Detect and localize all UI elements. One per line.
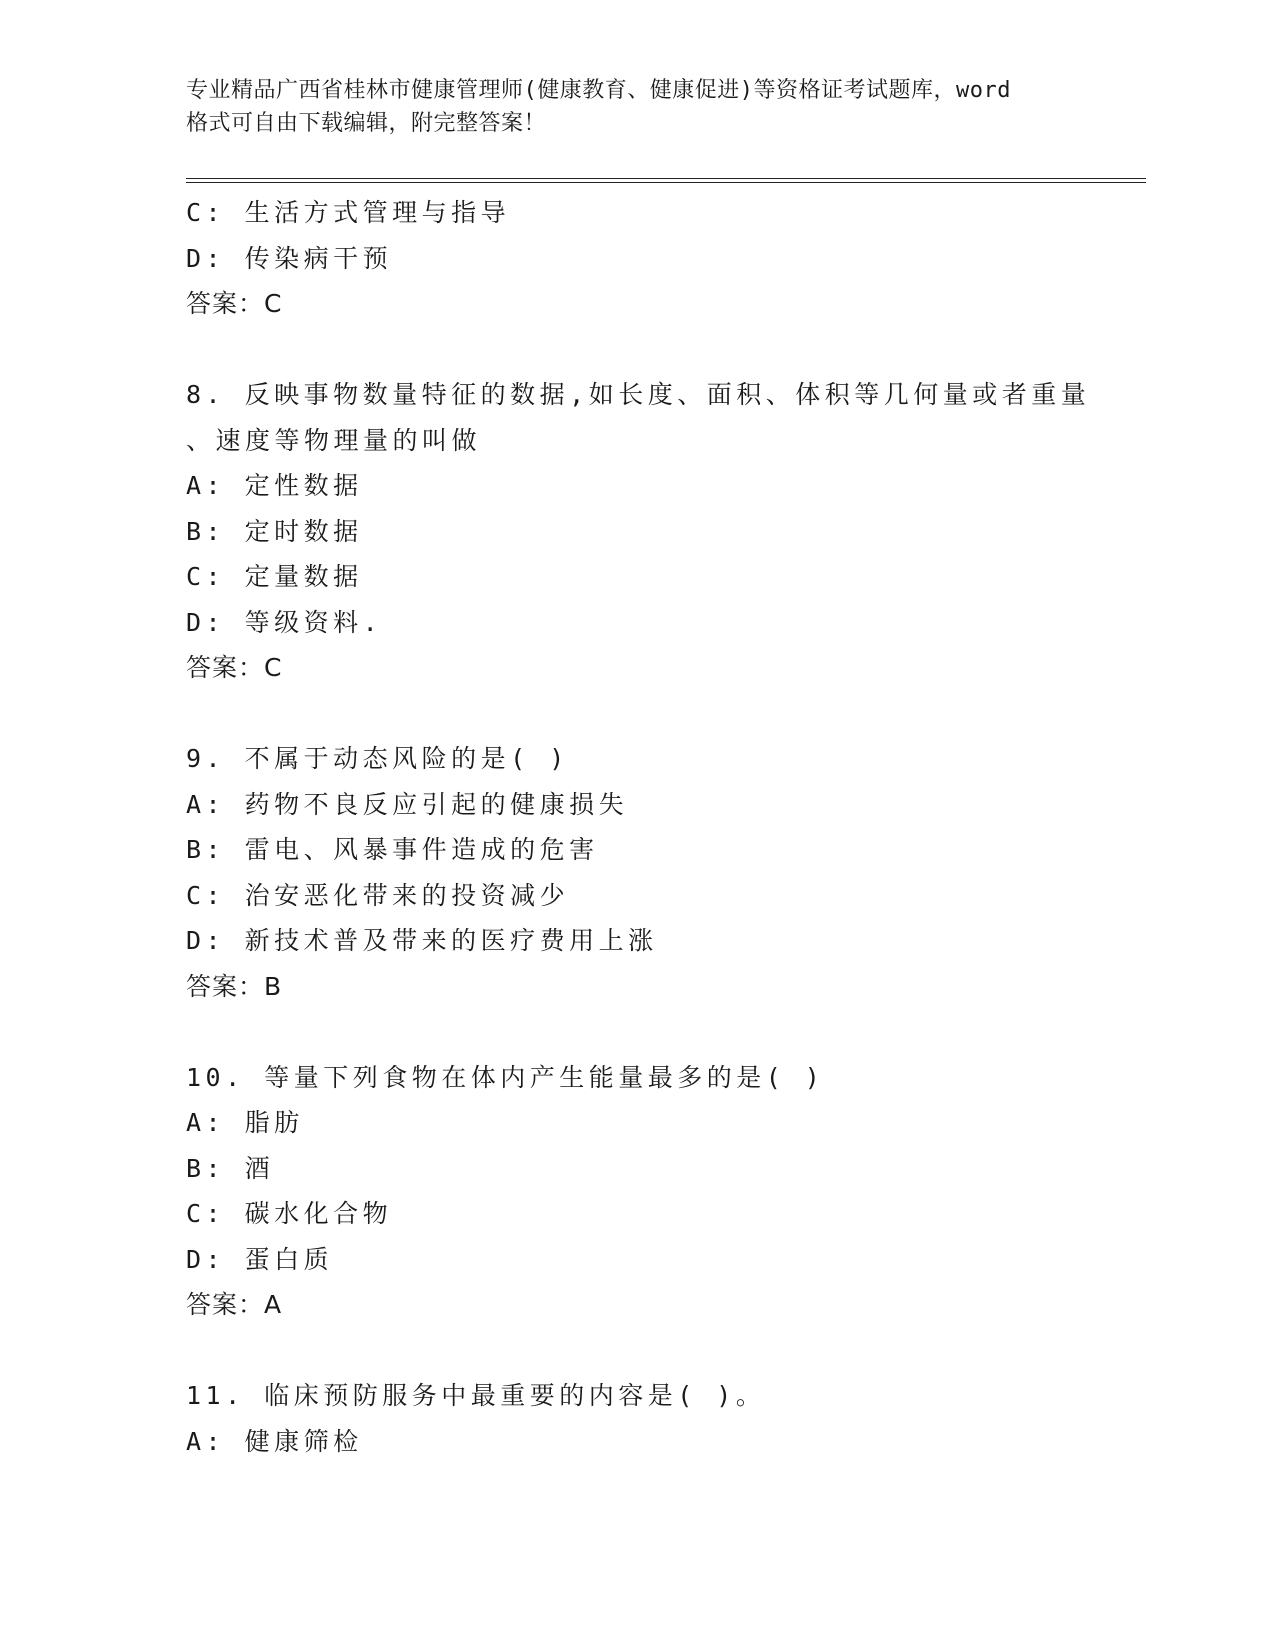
option-c: C: 定量数据 — [186, 562, 363, 591]
question-stem: 8. 反映事物数量特征的数据,如长度、面积、体积等几何量或者重量 — [186, 380, 1091, 409]
header-line-2: 格式可自由下载编辑，附完整答案！ — [186, 111, 547, 136]
option-d: D: 等级资料. — [186, 607, 383, 637]
option-b: B: 定时数据 — [186, 516, 363, 546]
option-b: B: 酒 — [186, 1153, 275, 1183]
option-a: A: 脂肪 — [186, 1108, 304, 1137]
answer: 答案：B — [186, 971, 283, 1001]
question-list — [186, 190, 1091, 1464]
document-header — [186, 74, 1086, 140]
option-d: D: 蛋白质 — [186, 1244, 334, 1274]
option-b: B: 雷电、风暴事件造成的危害 — [186, 835, 599, 864]
question-stem-continued: 、速度等物理量的叫做 — [186, 425, 482, 455]
option-a: A: 定性数据 — [186, 471, 363, 500]
option-a: A: 药物不良反应引起的健康损失 — [186, 789, 629, 819]
answer: 答案：C — [186, 289, 283, 318]
header-divider-bottom — [186, 182, 1146, 183]
question-9 — [186, 736, 1086, 1009]
question-7 — [186, 190, 1086, 327]
question-stem: 10. 等量下列食物在体内产生能量最多的是( ) — [186, 1062, 825, 1092]
option-a: A: 健康筛检 — [186, 1426, 363, 1456]
header-line-1: 专业精品广西省桂林市健康管理师(健康教育、健康促进)等资格证考试题库，word — [186, 78, 1011, 103]
answer: 答案：A — [186, 1290, 283, 1319]
question-stem: 11. 临床预防服务中最重要的内容是( )。 — [186, 1381, 766, 1410]
option-c: C: 生活方式管理与指导 — [186, 198, 511, 227]
question-11 — [186, 1373, 1086, 1464]
question-8 — [186, 372, 1091, 691]
option-d: D: 传染病干预 — [186, 243, 393, 273]
option-c: C: 治安恶化带来的投资减少 — [186, 880, 570, 910]
option-c: C: 碳水化合物 — [186, 1199, 393, 1228]
question-stem: 9. 不属于动态风险的是( ) — [186, 744, 569, 773]
answer: 答案：C — [186, 653, 283, 682]
option-d: D: 新技术普及带来的医疗费用上涨 — [186, 926, 658, 955]
question-10 — [186, 1055, 1086, 1328]
header-divider-top — [186, 178, 1146, 179]
